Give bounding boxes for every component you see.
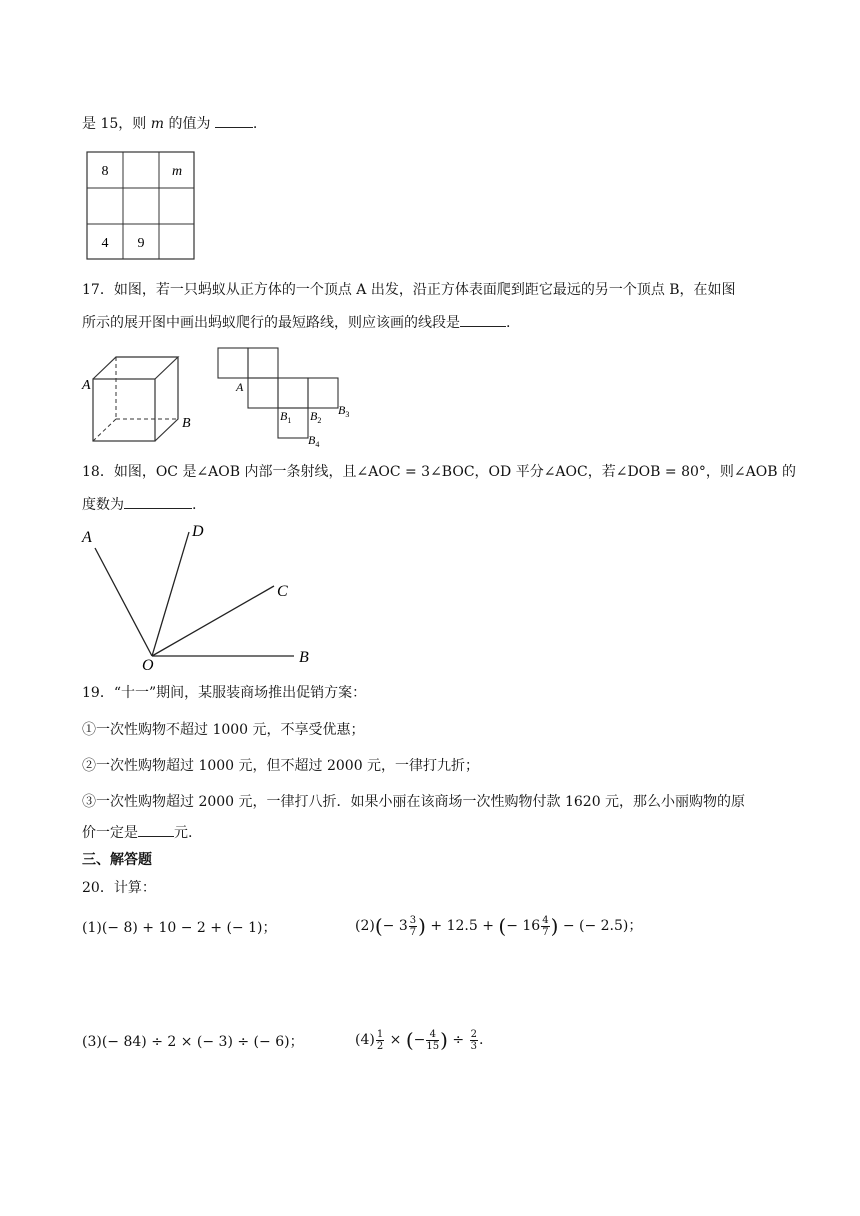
q19-line3: ②一次性购物超过 1000 元，但不超过 2000 元，一律打九折； <box>82 758 480 774</box>
q19-line4: ③一次性购物超过 2000 元，一律打八折．如果小丽在该商场一次性购物付款 1620 元，那么小丽购物的原 <box>82 794 746 810</box>
net-label-b3: $B_3$ <box>338 403 350 419</box>
net-label-b2: $B_2$ <box>310 409 322 425</box>
q18-line2 <box>82 494 196 515</box>
q19-line1: 19．“十一”期间，某服装商场推出促销方案： <box>82 685 367 701</box>
grid-cell-r1c3: m <box>171 164 183 179</box>
q16-var: m <box>150 116 164 132</box>
q16-suffix: 的值为 <box>164 116 215 132</box>
q20-part2: (2)(− 3 $\frac{3}{7}$ ) + 12.5 + (− 16 $\frac{4}{7}$ ) − (− 2.5)； <box>355 914 643 938</box>
p2-frac2: $\frac{4}{7}$ <box>542 914 549 938</box>
q17-cube-figure <box>78 345 198 450</box>
p2-frac1: $\frac{3}{7}$ <box>409 914 417 938</box>
p4-frac1: $\frac{1}{2}$ <box>376 1028 384 1052</box>
q19-line5-text: 价一定是 <box>82 825 138 841</box>
p2-mid: + 12.5 + <box>425 918 499 934</box>
q18-line2-end: . <box>192 497 197 513</box>
q16-end: . <box>252 116 258 132</box>
cube-label-a: A <box>82 378 91 393</box>
section3-title: 三、解答题 <box>82 852 152 868</box>
q18-line1: 18．如图，OC 是∠AOB 内部一条射线，且∠AOC = 3∠BOC，OD 平分∠AOC，若∠DOB = 80°，则∠AOB 的 <box>82 464 796 480</box>
q19-line2: ①一次性购物不超过 1000 元，不享受优惠； <box>82 722 365 738</box>
q19-line5 <box>82 822 192 843</box>
q20-part3: (3)(− 84) ÷ 2 × (− 3) ÷ (− 6)； <box>82 1034 304 1050</box>
p4-minus: − <box>413 1032 426 1048</box>
q16-answer-blank[interactable] <box>215 113 253 128</box>
p4-end: . <box>478 1032 484 1048</box>
q17-answer-blank[interactable] <box>460 312 506 327</box>
net-label-a: A <box>236 380 244 394</box>
q18-angle-figure <box>78 520 328 672</box>
angle-label-c: C <box>277 583 288 600</box>
q20-stem: 20．计算： <box>82 880 156 896</box>
p4-times: × <box>385 1032 406 1048</box>
p4-label: (4) <box>355 1032 375 1048</box>
p4-frac3: $\frac{2}{3}$ <box>470 1028 477 1052</box>
q18-answer-blank[interactable] <box>124 494 192 509</box>
p2-int2: − 16 <box>506 918 541 934</box>
q16-prefix: 是 15，则 <box>82 116 151 132</box>
q19-line5-suffix: 元. <box>174 825 193 841</box>
p2-tail: − (− 2.5)； <box>558 918 643 934</box>
angle-label-d: D <box>192 523 204 540</box>
q17-line1: 17．如图，若一只蚂蚁从正方体的一个顶点 A 出发，沿正方体表面爬到距它最远的另一个顶点 B，在如图 <box>82 282 736 298</box>
p4-frac2: $\frac{4}{15}$ <box>426 1028 440 1052</box>
p2-label: (2) <box>355 918 375 934</box>
q16-text <box>82 113 257 134</box>
q17-net-figure <box>214 346 350 449</box>
net-label-b4: $B_4$ <box>308 433 320 449</box>
p4-div: ÷ <box>447 1032 469 1048</box>
net-label-b1: $B_1$ <box>280 409 292 425</box>
angle-label-b: B <box>299 649 309 666</box>
angle-label-a: A <box>82 529 92 546</box>
grid-cell-r3c1: 4 <box>101 236 109 251</box>
grid-cell-r3c2: 9 <box>137 236 145 251</box>
q17-line2-end: . <box>506 315 511 331</box>
grid-cell-r1c1: 8 <box>101 164 109 179</box>
q17-line2 <box>82 312 510 333</box>
p2-int1: − 3 <box>382 918 408 934</box>
q17-line2-text: 所示的展开图中画出蚂蚁爬行的最短路线，则应该画的线段是 <box>82 315 460 331</box>
cube-label-b: B <box>182 416 191 431</box>
q20-part1: (1)(− 8) + 10 − 2 + (− 1)； <box>82 920 277 936</box>
q18-line2-text: 度数为 <box>82 497 124 513</box>
angle-label-o: O <box>142 657 154 674</box>
q19-answer-blank[interactable] <box>138 822 174 837</box>
q20-part4: (4) $\frac{1}{2}$ × (− $\frac{4}{15}$ ) ÷ $\frac{2}{3}$ . <box>355 1028 484 1052</box>
q16-grid <box>86 151 196 261</box>
